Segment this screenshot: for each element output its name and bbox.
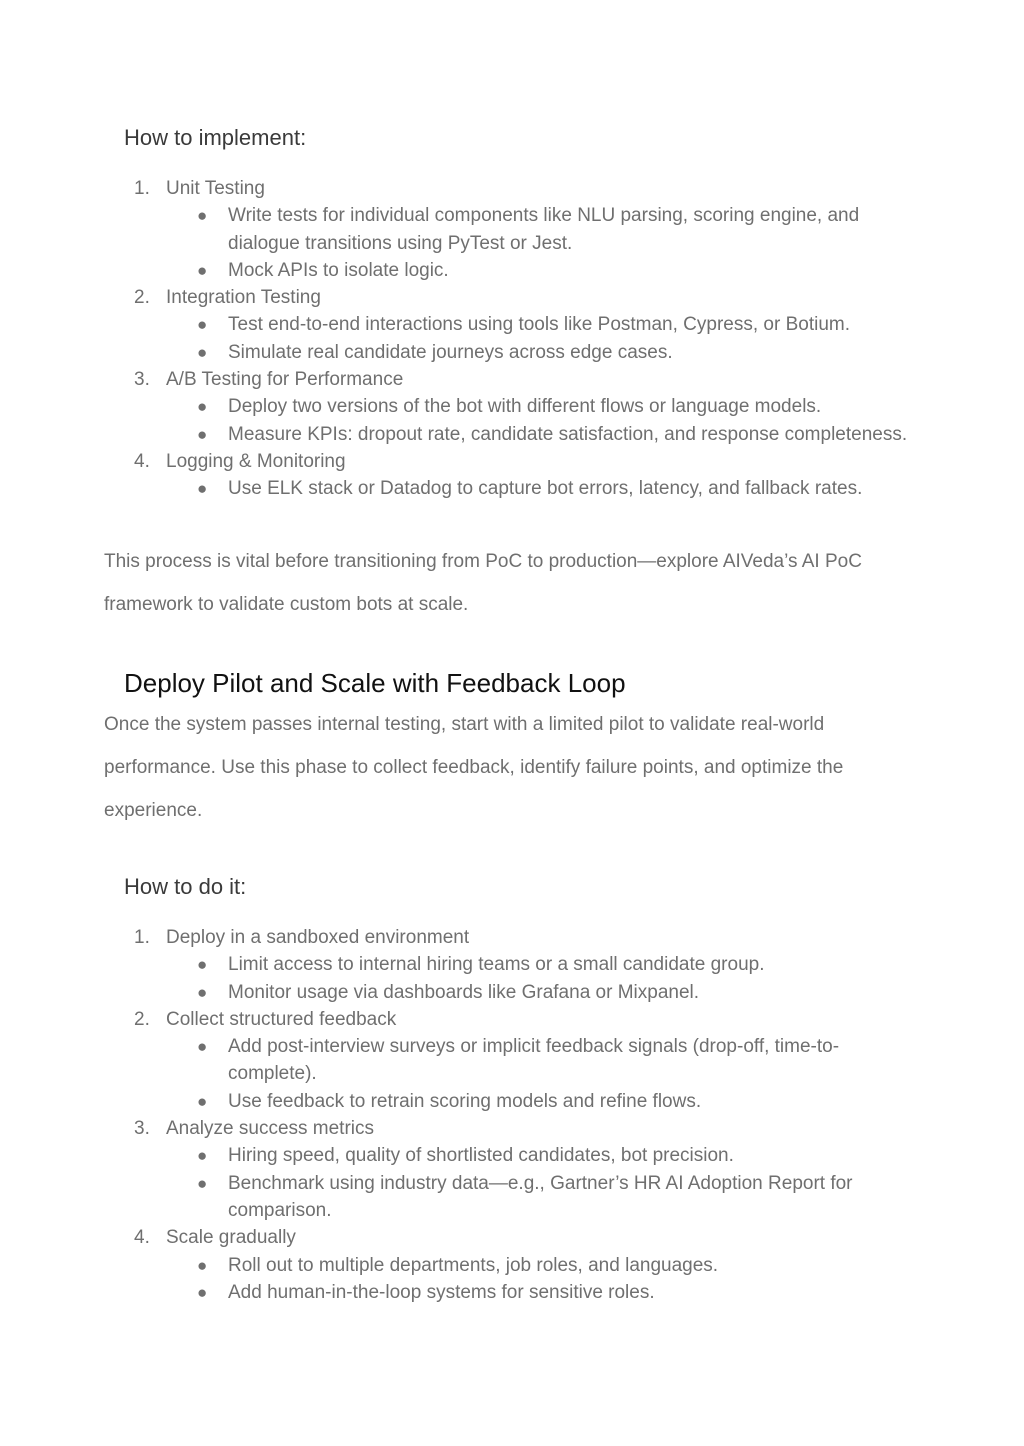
bullet-item: ● Simulate real candidate journeys across edge cases. (166, 339, 1024, 366)
bullet-item: ● Measure KPIs: dropout rate, candidate satisfaction, and response completeness. (166, 421, 1024, 448)
deploy-pilot-heading: Deploy Pilot and Scale with Feedback Loop (124, 668, 626, 698)
bullet-item: ● Use feedback to retrain scoring models and refine flows. (166, 1088, 1024, 1115)
bullet-item: ● Write tests for individual components like NLU parsing, scoring engine, and dialogue transitions using PyTest or Jest. (166, 202, 1024, 257)
bullet-icon: ● (197, 1173, 208, 1193)
bullet-list (166, 393, 1024, 448)
list-item (0, 1006, 1024, 1115)
bullet-item: ● Monitor usage via dashboards like Grafana or Mixpanel. (166, 979, 1024, 1006)
bullet-list (166, 1033, 1024, 1115)
list-item (0, 924, 1024, 1006)
list-item (0, 366, 1024, 448)
bullet-icon: ● (197, 342, 208, 362)
how-to-do-it-heading: How to do it: (124, 874, 247, 899)
list-number: 4. (134, 1227, 150, 1249)
list-number: 4. (134, 450, 150, 472)
step-title: Analyze success metrics (166, 1118, 375, 1140)
step-title: A/B Testing for Performance (166, 369, 404, 391)
bullet-list (166, 1142, 1024, 1224)
pilot-intro-paragraph: Once the system passes internal testing, start with a limited pilot to validate real-world performance. Use this phase to collect feedback, identify failure points, and optimize the experience. (104, 714, 844, 821)
bullet-item: ● Roll out to multiple departments, job roles, and languages. (166, 1252, 1024, 1279)
how-to-implement-heading: How to implement: (124, 125, 307, 150)
bullet-icon: ● (197, 1037, 208, 1057)
list-item (0, 1224, 1024, 1306)
poc-paragraph: This process is vital before transitioning from PoC to production—explore AIVeda’s AI PoC framework to validate custom bots at scale. (104, 551, 862, 615)
step-title: Integration Testing (166, 287, 321, 309)
bullet-icon: ● (197, 982, 208, 1002)
step-title: Deploy in a sandboxed environment (166, 927, 470, 948)
step-title: Unit Testing (166, 178, 265, 199)
list-number: 1. (134, 927, 150, 948)
list-number: 2. (134, 1008, 150, 1030)
step-title: Logging & Monitoring (166, 450, 346, 472)
bullet-item: ● Use ELK stack or Datadog to capture bot errors, latency, and fallback rates. (166, 475, 1024, 502)
bullet-icon: ● (197, 206, 208, 226)
list-item (0, 175, 1024, 284)
list-item (0, 448, 1024, 503)
list-number: 2. (134, 287, 150, 309)
bullet-icon: ● (197, 955, 208, 975)
bullet-item: ● Add human-in-the-loop systems for sensitive roles. (166, 1279, 1024, 1306)
step-title: Collect structured feedback (166, 1008, 397, 1030)
bullet-list (166, 1252, 1024, 1307)
bullet-list (166, 311, 1024, 366)
list-number: 3. (134, 369, 150, 391)
implementation-steps-list (0, 175, 1024, 503)
bullet-list (166, 951, 1024, 1006)
list-number: 1. (134, 178, 150, 199)
list-item (0, 284, 1024, 366)
list-item (0, 1115, 1024, 1224)
pilot-steps-list (0, 924, 1024, 1306)
bullet-icon: ● (197, 397, 208, 417)
bullet-icon: ● (197, 315, 208, 335)
bullet-item: ● Hiring speed, quality of shortlisted candidates, bot precision. (166, 1142, 1024, 1169)
bullet-item: ● Limit access to internal hiring teams or a small candidate group. (166, 951, 1024, 978)
bullet-icon: ● (197, 260, 208, 280)
bullet-item: ● Mock APIs to isolate logic. (166, 257, 1024, 284)
step-title: Scale gradually (166, 1227, 296, 1249)
bullet-list (166, 475, 1024, 502)
bullet-item: ● Benchmark using industry data—e.g., Gartner’s HR AI Adoption Report for comparison. (166, 1170, 1024, 1225)
bullet-item: ● Add post-interview surveys or implicit feedback signals (drop-off, time-to-complete). (166, 1033, 1024, 1088)
bullet-icon: ● (197, 1255, 208, 1275)
bullet-icon: ● (197, 424, 208, 444)
bullet-list (166, 202, 1024, 284)
bullet-icon: ● (197, 1282, 208, 1302)
bullet-icon: ● (197, 479, 208, 499)
bullet-icon: ● (197, 1091, 208, 1111)
bullet-item: ● Test end-to-end interactions using tools like Postman, Cypress, or Botium. (166, 311, 1024, 338)
bullet-item: ● Deploy two versions of the bot with different flows or language models. (166, 393, 1024, 420)
bullet-icon: ● (197, 1146, 208, 1166)
list-number: 3. (134, 1118, 150, 1140)
